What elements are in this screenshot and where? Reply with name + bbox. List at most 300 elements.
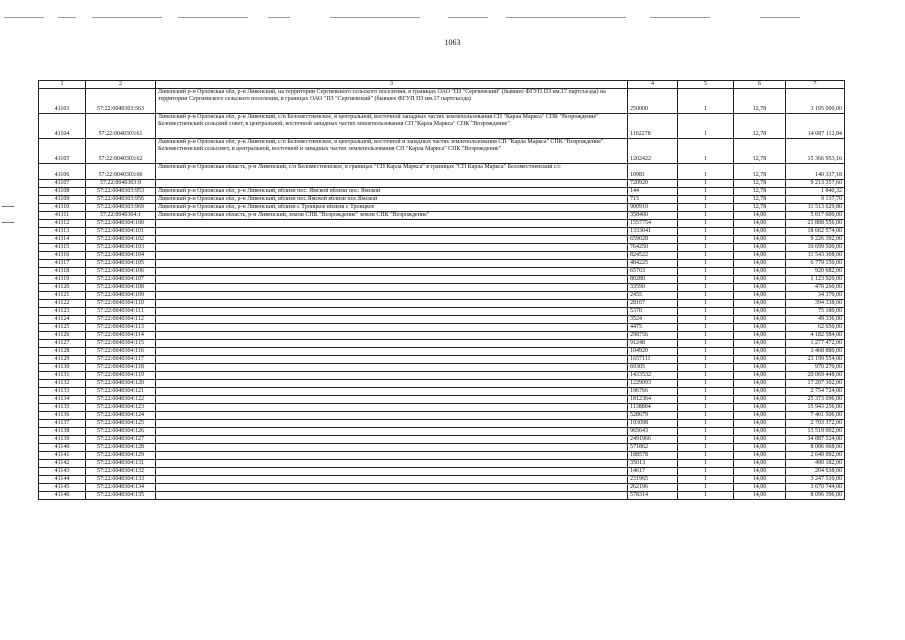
cadastral-number: 57:22:0040304:132 bbox=[86, 468, 156, 476]
land-description bbox=[156, 492, 628, 500]
row-number: 41132 bbox=[39, 380, 86, 388]
column-number-row bbox=[39, 81, 845, 89]
row-number: 41136 bbox=[39, 412, 86, 420]
row-number: 41130 bbox=[39, 364, 86, 372]
table-row bbox=[39, 364, 845, 372]
land-description: Ливенский р-н Орловская обл, р-н Ливенский, с/п Беломестненское, в центральной, восточной западных частях землепользования СП "Карла Маркса" СПК "Возрождение" Беломестненский сельский совет, в центральной, восточной западных частях землепользования СП "Карла Маркса" СПК "Возрождение" bbox=[156, 114, 628, 139]
cadastral-number: 57:22:0040304:110 bbox=[86, 300, 156, 308]
rate-value: 14,00 bbox=[734, 244, 786, 252]
land-description bbox=[156, 348, 628, 356]
rate-value: 12,78 bbox=[734, 164, 786, 180]
row-number: 41145 bbox=[39, 484, 86, 492]
area-value: 1557754 bbox=[628, 220, 678, 228]
rate-value: 14,00 bbox=[734, 332, 786, 340]
cadastral-value: 1 840,32 bbox=[786, 188, 845, 196]
row-number: 41110 bbox=[39, 204, 86, 212]
area-value: 659028 bbox=[628, 236, 678, 244]
land-description bbox=[156, 380, 628, 388]
table-row bbox=[39, 252, 845, 260]
table-row bbox=[39, 452, 845, 460]
table-row bbox=[39, 212, 845, 220]
cadastral-number: 57:22:0040303:969 bbox=[86, 204, 156, 212]
cadastral-number: 57:22:0040304:107 bbox=[86, 276, 156, 284]
area-value: 1333041 bbox=[628, 228, 678, 236]
row-number: 41124 bbox=[39, 316, 86, 324]
land-description bbox=[156, 372, 628, 380]
coefficient: 1 bbox=[678, 212, 734, 220]
cadastral-value: 11 543 308,00 bbox=[786, 252, 845, 260]
area-value: 104920 bbox=[628, 348, 678, 356]
cadastral-value: 3 247 510,00 bbox=[786, 476, 845, 484]
land-description bbox=[156, 484, 628, 492]
cadastral-value: 2 703 372,00 bbox=[786, 420, 845, 428]
coefficient: 1 bbox=[678, 436, 734, 444]
column-header: 1 bbox=[39, 81, 86, 89]
rate-value: 14,00 bbox=[734, 476, 786, 484]
row-number: 41137 bbox=[39, 420, 86, 428]
land-description bbox=[156, 300, 628, 308]
area-value: 193098 bbox=[628, 420, 678, 428]
table-row bbox=[39, 404, 845, 412]
cadastral-number: 57:22:0040304:126 bbox=[86, 428, 156, 436]
coefficient: 1 bbox=[678, 356, 734, 364]
cadastral-value: 3 195 000,00 bbox=[786, 89, 845, 114]
row-number: 41104 bbox=[39, 114, 86, 139]
cadastral-value: 6 779 150,00 bbox=[786, 260, 845, 268]
land-description bbox=[156, 180, 628, 188]
row-number: 41133 bbox=[39, 388, 86, 396]
rate-value: 14,00 bbox=[734, 492, 786, 500]
row-number: 41146 bbox=[39, 492, 86, 500]
coefficient: 1 bbox=[678, 196, 734, 204]
cadastral-number: 57:22:0040303:62 bbox=[86, 139, 156, 164]
cadastral-number: 57:22:0040303:563 bbox=[86, 89, 156, 114]
land-description: Ливенский р-н Орловская область, р-н Ливенский, земли СПК "Возрождение" земли СПК "Возрождение" bbox=[156, 212, 628, 220]
cadastral-value: 3 670 744,00 bbox=[786, 484, 845, 492]
row-number: 41135 bbox=[39, 404, 86, 412]
row-number: 41129 bbox=[39, 356, 86, 364]
area-value: 1202422 bbox=[628, 139, 678, 164]
coefficient: 1 bbox=[678, 380, 734, 388]
land-description: Ливенский р-н Орловская обл, р-н Ливенский, вблизи пос.Ямской вблизи пос.Ямской bbox=[156, 196, 628, 204]
cadastral-number: 57:22:0040304:115 bbox=[86, 340, 156, 348]
rate-value: 14,00 bbox=[734, 340, 786, 348]
area-value: 484225 bbox=[628, 260, 678, 268]
coefficient: 1 bbox=[678, 468, 734, 476]
area-value: 571862 bbox=[628, 444, 678, 452]
row-number: 41126 bbox=[39, 332, 86, 340]
coefficient: 1 bbox=[678, 396, 734, 404]
coefficient: 1 bbox=[678, 492, 734, 500]
rate-value: 14,00 bbox=[734, 292, 786, 300]
cadastral-number: 57:22:0040303:61 bbox=[86, 114, 156, 139]
row-number: 41117 bbox=[39, 260, 86, 268]
table-row bbox=[39, 188, 845, 196]
cadastral-value: 13 519 002,00 bbox=[786, 428, 845, 436]
land-description bbox=[156, 236, 628, 244]
rate-value: 14,00 bbox=[734, 228, 786, 236]
table-row bbox=[39, 340, 845, 348]
row-number: 41138 bbox=[39, 428, 86, 436]
land-description bbox=[156, 244, 628, 252]
cadastral-number: 57:22:0040304:111 bbox=[86, 308, 156, 316]
table-row bbox=[39, 316, 845, 324]
land-description: Ливенский р-н Орловская обл, р-н Ливенский, на территории Сергиевского сельского поселения, в границах ОАО "ПЗ "Сергиевский" (бывшее ФГУП ПЗ им.17 партсъезда) на территории Сергиевского сельского поселения, в границах ОАО "ПЗ "Сергиевский" (бывшее ФГУП ПЗ им.17 партсъезда) bbox=[156, 89, 628, 114]
cadastral-number: 57:22:0040304:113 bbox=[86, 324, 156, 332]
land-description bbox=[156, 436, 628, 444]
rate-value: 14,00 bbox=[734, 468, 786, 476]
area-value: 1433532 bbox=[628, 372, 678, 380]
coefficient: 1 bbox=[678, 114, 734, 139]
coefficient: 1 bbox=[678, 452, 734, 460]
column-header: 6 bbox=[734, 81, 786, 89]
row-number: 41121 bbox=[39, 292, 86, 300]
land-description bbox=[156, 220, 628, 228]
coefficient: 1 bbox=[678, 444, 734, 452]
cadastral-value: 970 270,00 bbox=[786, 364, 845, 372]
row-number: 41106 bbox=[39, 164, 86, 180]
cadastral-value: 1 468 880,00 bbox=[786, 348, 845, 356]
cadastral-value: 140 337,18 bbox=[786, 164, 845, 180]
land-description bbox=[156, 412, 628, 420]
cadastral-value: 62 650,00 bbox=[786, 324, 845, 332]
cadastral-number: 57:22:0040304:118 bbox=[86, 364, 156, 372]
row-number: 41139 bbox=[39, 436, 86, 444]
land-description: Ливенский р-н Орловская обл, р-н Ливенский, с/п Беломестненское, в центральной, восточной и западных частях землепользования СП "Карла Маркса" СПК "Возрождение" Беломестненский сельсовет, в центральной, восточной и западных частях землепользования СП "Карла Маркса" СПК "Возрождение" bbox=[156, 139, 628, 164]
coefficient: 1 bbox=[678, 300, 734, 308]
rate-value: 14,00 bbox=[734, 388, 786, 396]
table-row bbox=[39, 484, 845, 492]
cadastral-number: 57:22:0040304:109 bbox=[86, 292, 156, 300]
table-row bbox=[39, 396, 845, 404]
column-header: 7 bbox=[786, 81, 845, 89]
scan-artifact-line bbox=[0, 14, 905, 22]
rate-value: 14,00 bbox=[734, 428, 786, 436]
rate-value: 14,00 bbox=[734, 284, 786, 292]
land-description: Ливенский р-н Орловская область, р-н Ливенский, с/п Беломестненское, в границах "СП Карла Маркса" в границах "СП Карла Маркса" Беломестненский с/с bbox=[156, 164, 628, 180]
land-description bbox=[156, 228, 628, 236]
table-row bbox=[39, 300, 845, 308]
rate-value: 14,00 bbox=[734, 364, 786, 372]
table-row bbox=[39, 196, 845, 204]
table-row bbox=[39, 380, 845, 388]
land-description bbox=[156, 340, 628, 348]
rate-value: 12,78 bbox=[734, 204, 786, 212]
cadastral-number: 57:22:0040304:102 bbox=[86, 236, 156, 244]
coefficient: 1 bbox=[678, 316, 734, 324]
row-number: 41103 bbox=[39, 89, 86, 114]
cadastral-value: 8 096 396,00 bbox=[786, 492, 845, 500]
cadastral-number: 57:22:0040304:124 bbox=[86, 412, 156, 420]
table-row bbox=[39, 420, 845, 428]
coefficient: 1 bbox=[678, 372, 734, 380]
table-row bbox=[39, 388, 845, 396]
rate-value: 14,00 bbox=[734, 220, 786, 228]
area-value: 2491966 bbox=[628, 436, 678, 444]
cadastral-number: 57:22:0040304:119 bbox=[86, 372, 156, 380]
land-description bbox=[156, 324, 628, 332]
rate-value: 14,00 bbox=[734, 356, 786, 364]
cadastral-value: 920 682,00 bbox=[786, 268, 845, 276]
table-row bbox=[39, 139, 845, 164]
land-description: Ливенский р-н Орловская обл, р-н Ливенский, вблизи пос. Ямской вблизи пос. Ямской bbox=[156, 188, 628, 196]
area-value: 900910 bbox=[628, 204, 678, 212]
coefficient: 1 bbox=[678, 180, 734, 188]
row-number: 41115 bbox=[39, 244, 86, 252]
table-row bbox=[39, 436, 845, 444]
row-number: 41131 bbox=[39, 372, 86, 380]
coefficient: 1 bbox=[678, 244, 734, 252]
rate-value: 12,78 bbox=[734, 139, 786, 164]
column-header: 3 bbox=[156, 81, 628, 89]
cadastral-value: 11 513 629,80 bbox=[786, 204, 845, 212]
rate-value: 14,00 bbox=[734, 268, 786, 276]
rate-value: 14,00 bbox=[734, 236, 786, 244]
area-value: 1812364 bbox=[628, 396, 678, 404]
row-number: 41142 bbox=[39, 460, 86, 468]
coefficient: 1 bbox=[678, 484, 734, 492]
area-value: 715 bbox=[628, 196, 678, 204]
area-value: 33590 bbox=[628, 284, 678, 292]
land-description bbox=[156, 364, 628, 372]
rate-value: 14,00 bbox=[734, 324, 786, 332]
row-number: 41107 bbox=[39, 180, 86, 188]
table-row bbox=[39, 260, 845, 268]
land-description bbox=[156, 396, 628, 404]
area-value: 358400 bbox=[628, 212, 678, 220]
area-value: 3524 bbox=[628, 316, 678, 324]
rate-value: 14,00 bbox=[734, 212, 786, 220]
coefficient: 1 bbox=[678, 292, 734, 300]
cadastral-number: 57:22:0040304:128 bbox=[86, 444, 156, 452]
cadastral-value: 23 199 554,00 bbox=[786, 356, 845, 364]
cadastral-value: 15 943 256,00 bbox=[786, 404, 845, 412]
table-row bbox=[39, 180, 845, 188]
coefficient: 1 bbox=[678, 139, 734, 164]
area-value: 35013 bbox=[628, 460, 678, 468]
area-value: 2455 bbox=[628, 292, 678, 300]
coefficient: 1 bbox=[678, 428, 734, 436]
coefficient: 1 bbox=[678, 460, 734, 468]
table-row bbox=[39, 284, 845, 292]
area-value: 1138804 bbox=[628, 404, 678, 412]
row-number: 41119 bbox=[39, 276, 86, 284]
area-value: 965643 bbox=[628, 428, 678, 436]
rate-value: 14,00 bbox=[734, 372, 786, 380]
rate-value: 14,00 bbox=[734, 348, 786, 356]
row-number: 41143 bbox=[39, 468, 86, 476]
row-number: 41108 bbox=[39, 188, 86, 196]
area-value: 196766 bbox=[628, 388, 678, 396]
table-row bbox=[39, 244, 845, 252]
coefficient: 1 bbox=[678, 412, 734, 420]
coefficient: 1 bbox=[678, 340, 734, 348]
cadastral-number: 57:22:0040304:117 bbox=[86, 356, 156, 364]
area-value: 720920 bbox=[628, 180, 678, 188]
area-value: 250000 bbox=[628, 89, 678, 114]
land-description bbox=[156, 460, 628, 468]
table-row bbox=[39, 356, 845, 364]
row-number: 41144 bbox=[39, 476, 86, 484]
table-row bbox=[39, 268, 845, 276]
cadastral-number: 57:22:0040304:121 bbox=[86, 388, 156, 396]
land-description bbox=[156, 356, 628, 364]
table-row bbox=[39, 236, 845, 244]
coefficient: 1 bbox=[678, 420, 734, 428]
coefficient: 1 bbox=[678, 228, 734, 236]
table-row bbox=[39, 89, 845, 114]
area-value: 144 bbox=[628, 188, 678, 196]
coefficient: 1 bbox=[678, 220, 734, 228]
cadastral-number: 57:22:0040304:103 bbox=[86, 244, 156, 252]
area-value: 188578 bbox=[628, 452, 678, 460]
cadastral-number: 57:22:0040304:127 bbox=[86, 436, 156, 444]
coefficient: 1 bbox=[678, 404, 734, 412]
rate-value: 12,78 bbox=[734, 180, 786, 188]
rate-value: 14,00 bbox=[734, 300, 786, 308]
cadastral-number: 57:22:0040304:116 bbox=[86, 348, 156, 356]
cadastral-number: 57:22:0040304:129 bbox=[86, 452, 156, 460]
cadastral-number: 57:22:0040304:1 bbox=[86, 212, 156, 220]
table-row bbox=[39, 114, 845, 139]
area-value: 578314 bbox=[628, 492, 678, 500]
rate-value: 14,00 bbox=[734, 252, 786, 260]
rate-value: 12,78 bbox=[734, 188, 786, 196]
land-description bbox=[156, 428, 628, 436]
row-number: 41112 bbox=[39, 220, 86, 228]
area-value: 4475 bbox=[628, 324, 678, 332]
table-row bbox=[39, 276, 845, 284]
cadastral-number: 57:22:0040304:106 bbox=[86, 268, 156, 276]
table-row bbox=[39, 164, 845, 180]
cadastral-value: 204 638,00 bbox=[786, 468, 845, 476]
rate-value: 14,00 bbox=[734, 380, 786, 388]
cadastral-number: 57:22:0040304:100 bbox=[86, 220, 156, 228]
table-body bbox=[39, 89, 845, 500]
cadastral-value: 15 366 953,16 bbox=[786, 139, 845, 164]
coefficient: 1 bbox=[678, 284, 734, 292]
column-header: 2 bbox=[86, 81, 156, 89]
coefficient: 1 bbox=[678, 332, 734, 340]
cadastral-number: 57:22:0040304:105 bbox=[86, 260, 156, 268]
coefficient: 1 bbox=[678, 89, 734, 114]
cadastral-value: 7 401 506,00 bbox=[786, 412, 845, 420]
cadastral-value: 25 373 096,00 bbox=[786, 396, 845, 404]
area-value: 824522 bbox=[628, 252, 678, 260]
row-number: 41127 bbox=[39, 340, 86, 348]
cadastral-number: 57:22:0040304:135 bbox=[86, 492, 156, 500]
table-row bbox=[39, 324, 845, 332]
coefficient: 1 bbox=[678, 204, 734, 212]
land-description bbox=[156, 284, 628, 292]
row-number: 41120 bbox=[39, 284, 86, 292]
row-number: 41134 bbox=[39, 396, 86, 404]
rate-value: 14,00 bbox=[734, 484, 786, 492]
cadastral-value: 17 207 302,00 bbox=[786, 380, 845, 388]
table-row bbox=[39, 292, 845, 300]
cadastral-value: 10 699 500,00 bbox=[786, 244, 845, 252]
land-description bbox=[156, 252, 628, 260]
cadastral-value: 490 182,00 bbox=[786, 460, 845, 468]
area-value: 10981 bbox=[628, 164, 678, 180]
coefficient: 1 bbox=[678, 188, 734, 196]
cadastral-number: 57:22:0040303:953 bbox=[86, 188, 156, 196]
rate-value: 14,00 bbox=[734, 260, 786, 268]
rate-value: 14,00 bbox=[734, 276, 786, 284]
rate-value: 14,00 bbox=[734, 460, 786, 468]
cadastral-value: 20 069 448,00 bbox=[786, 372, 845, 380]
page-number: 1063 bbox=[444, 38, 461, 47]
area-value: 80280 bbox=[628, 276, 678, 284]
table-row bbox=[39, 492, 845, 500]
row-number: 41114 bbox=[39, 236, 86, 244]
cadastral-number: 57:22:0040304:104 bbox=[86, 252, 156, 260]
land-description bbox=[156, 316, 628, 324]
table-row bbox=[39, 348, 845, 356]
table-row bbox=[39, 332, 845, 340]
cadastral-value: 394 338,00 bbox=[786, 300, 845, 308]
cadastral-value: 1 123 920,00 bbox=[786, 276, 845, 284]
cadastral-number: 57:22:0040304:112 bbox=[86, 316, 156, 324]
land-description bbox=[156, 404, 628, 412]
row-number: 41123 bbox=[39, 308, 86, 316]
row-number: 41125 bbox=[39, 324, 86, 332]
rate-value: 14,00 bbox=[734, 404, 786, 412]
coefficient: 1 bbox=[678, 276, 734, 284]
area-value: 28167 bbox=[628, 300, 678, 308]
row-number: 41128 bbox=[39, 348, 86, 356]
row-number: 41118 bbox=[39, 268, 86, 276]
cadastral-value: 2 754 724,00 bbox=[786, 388, 845, 396]
land-description bbox=[156, 468, 628, 476]
cadastral-value: 34 887 524,00 bbox=[786, 436, 845, 444]
area-value: 69305 bbox=[628, 364, 678, 372]
table-row bbox=[39, 460, 845, 468]
cadastral-value: 5 017 600,00 bbox=[786, 212, 845, 220]
cadastral-value: 2 640 092,00 bbox=[786, 452, 845, 460]
rate-value: 14,00 bbox=[734, 412, 786, 420]
area-value: 91248 bbox=[628, 340, 678, 348]
rate-value: 14,00 bbox=[734, 308, 786, 316]
table-row bbox=[39, 220, 845, 228]
table-row bbox=[39, 372, 845, 380]
coefficient: 1 bbox=[678, 164, 734, 180]
area-value: 1102278 bbox=[628, 114, 678, 139]
column-header: 5 bbox=[678, 81, 734, 89]
cadastral-number: 57:22:0040303:956 bbox=[86, 196, 156, 204]
row-number: 41105 bbox=[39, 139, 86, 164]
margin-mark bbox=[2, 222, 14, 223]
coefficient: 1 bbox=[678, 348, 734, 356]
cadastral-number: 57:22:0040304:120 bbox=[86, 380, 156, 388]
land-description bbox=[156, 332, 628, 340]
land-description bbox=[156, 388, 628, 396]
area-value: 231965 bbox=[628, 476, 678, 484]
rate-value: 14,00 bbox=[734, 452, 786, 460]
coefficient: 1 bbox=[678, 388, 734, 396]
coefficient: 1 bbox=[678, 252, 734, 260]
rate-value: 12,78 bbox=[734, 196, 786, 204]
table-row bbox=[39, 228, 845, 236]
cadastral-value: 75 180,00 bbox=[786, 308, 845, 316]
row-number: 41116 bbox=[39, 252, 86, 260]
land-description bbox=[156, 276, 628, 284]
land-description bbox=[156, 476, 628, 484]
row-number: 41109 bbox=[39, 196, 86, 204]
table-row bbox=[39, 412, 845, 420]
cadastral-number: 57:22:0040304:108 bbox=[86, 284, 156, 292]
coefficient: 1 bbox=[678, 364, 734, 372]
